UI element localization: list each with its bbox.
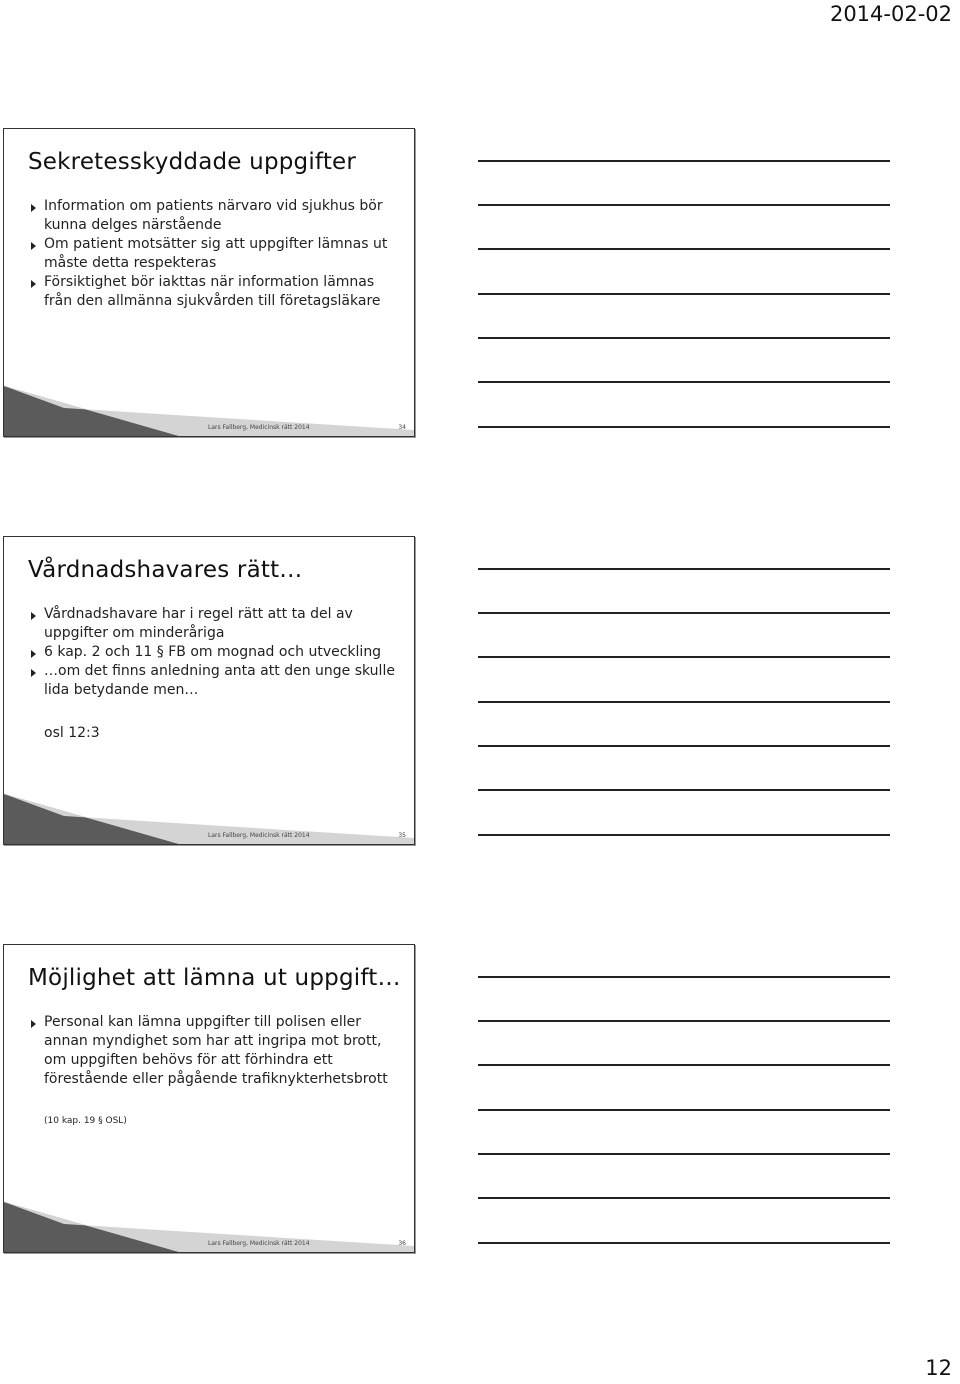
slide-36 [3,944,415,1253]
bullet-item: …om det finns anledning anta att den unge skulle lida betydande men… [30,662,400,700]
note-line [478,656,890,658]
bullet-item: Personal kan lämna uppgifter till polisen eller annan myndighet som har att ingripa mot brott, om uppgiften behövs för att förhindra ett förestående eller pågående trafiknykterhetsbrott [30,1013,400,1089]
note-line [478,381,890,383]
bullet-list [30,1013,400,1089]
note-line [478,1197,890,1199]
note-line [478,701,890,703]
note-line [478,789,890,791]
bullet-item: Information om patients närvaro vid sjukhus bör kunna delges närstående [30,197,400,235]
page-number: 12 [925,1356,952,1380]
bullet-arrow-icon [31,280,36,288]
slide-number: 35 [398,832,406,839]
note-line [478,160,890,162]
note-line [478,1020,890,1022]
page-date: 2014-02-02 [829,2,952,26]
bullet-arrow-icon [31,204,36,212]
slide-number: 34 [398,424,406,431]
bullet-arrow-icon [31,1020,36,1028]
bullet-item: Om patient motsätter sig att uppgifter lämnas ut måste detta respekteras [30,235,400,273]
bullet-arrow-icon [31,612,36,620]
slide-title: Sekretesskyddade uppgifter [28,149,357,175]
slide-footer-text: Lars Fallberg, Medicinsk rätt 2014 [208,832,310,839]
bullet-list [30,197,400,311]
bullet-item: Försiktighet bör iakttas när information lämnas från den allmänna sjukvården till företagsläkare [30,273,400,311]
slide-title: Möjlighet att lämna ut uppgift… [28,965,401,991]
note-line [478,1242,890,1244]
note-line [478,337,890,339]
note-line [478,293,890,295]
note-line [478,976,890,978]
bullet-arrow-icon [31,669,36,677]
slide-footer-text: Lars Fallberg, Medicinsk rätt 2014 [208,1240,310,1247]
note-line [478,426,890,428]
bullet-item: Vårdnadshavare har i regel rätt att ta del av uppgifter om minderåriga [30,605,400,643]
slide-number: 36 [398,1240,406,1247]
reference-line: osl 12:3 [44,725,100,741]
bullet-arrow-icon [31,650,36,658]
slide-footer-text: Lars Fallberg, Medicinsk rätt 2014 [208,424,310,431]
note-line [478,204,890,206]
note-line [478,745,890,747]
bullet-item: 6 kap. 2 och 11 § FB om mognad och utveckling [30,643,400,662]
note-line [478,568,890,570]
note-line [478,1153,890,1155]
bullet-arrow-icon [31,242,36,250]
note-line [478,612,890,614]
note-line [478,1109,890,1111]
note-line [478,834,890,836]
note-line [478,1064,890,1066]
slide-34 [3,128,415,437]
reference-note: (10 kap. 19 § OSL) [44,1116,127,1126]
slide-35 [3,536,415,845]
slide-title: Vårdnadshavares rätt… [28,557,303,583]
bullet-list [30,605,400,700]
note-line [478,248,890,250]
